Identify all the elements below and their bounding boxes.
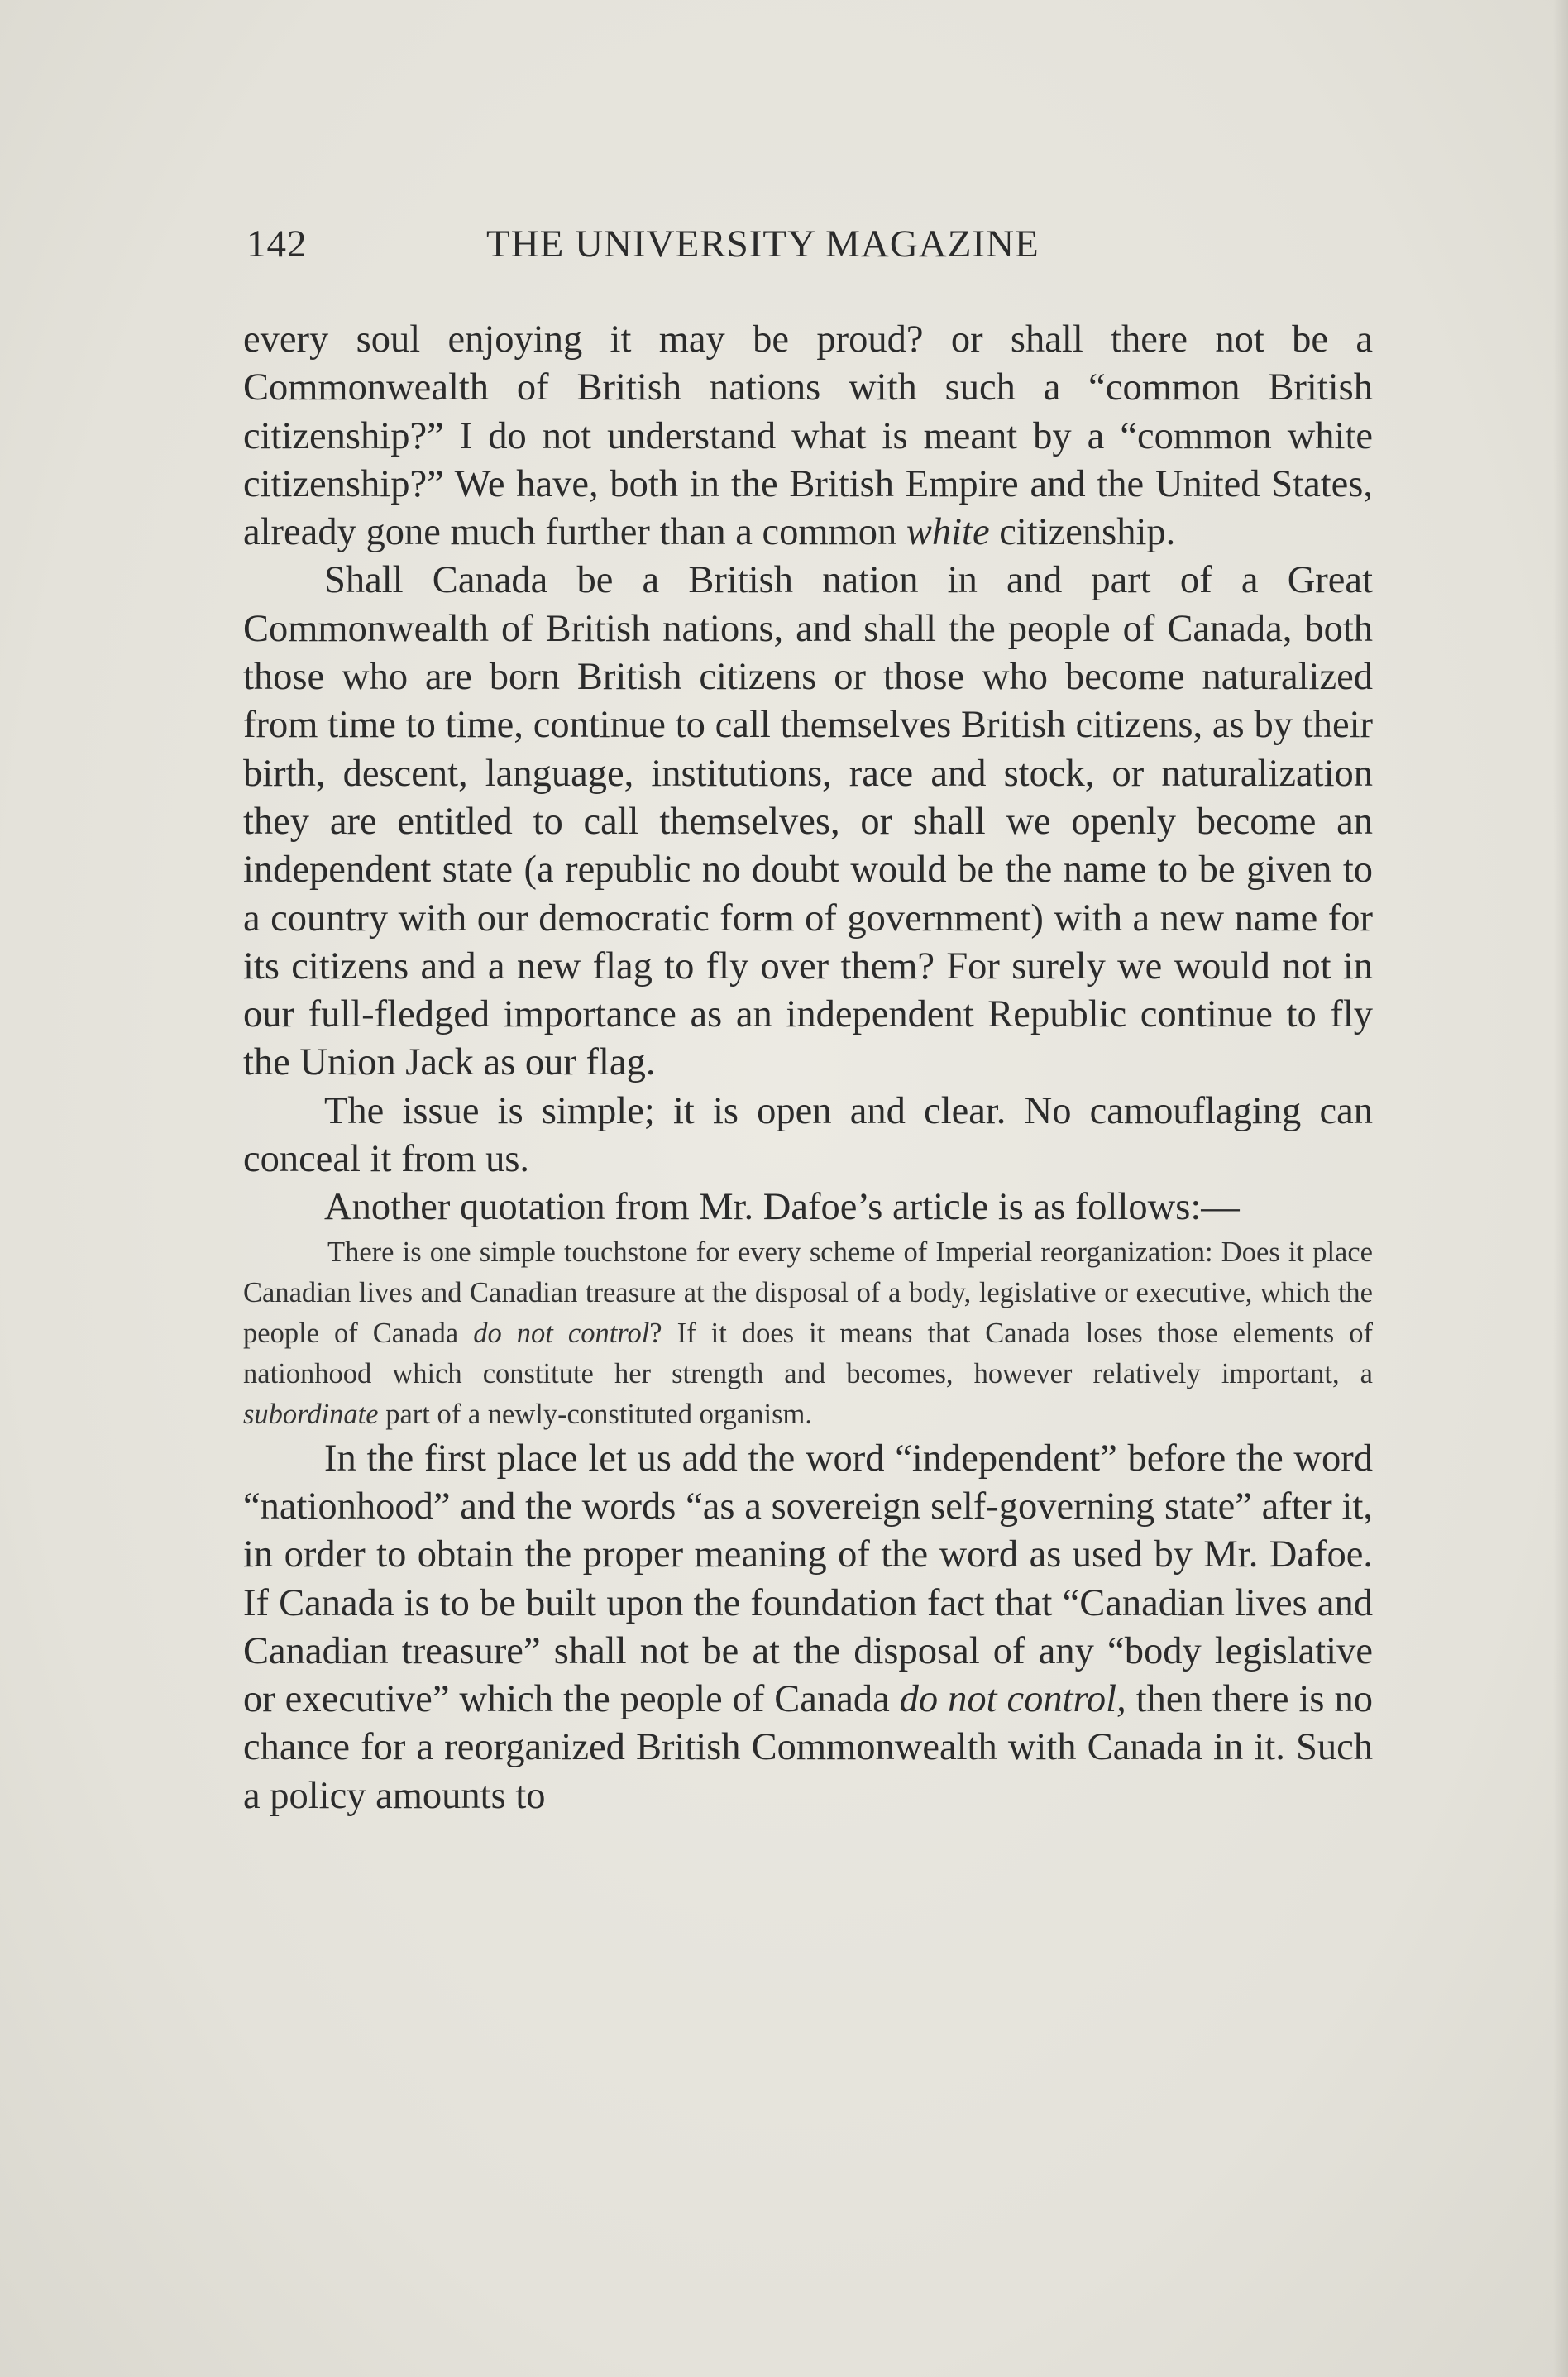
italic-subordinate: subordinate [243,1398,379,1430]
page-number: 142 [246,222,308,265]
paragraph-5: In the first place let us add the word “independent” before the word “nationhood” and the words “as a sovereign self-governing state” after it, in order to obtain the proper meaning of the word as used by Mr. Dafoe. If Canada is to be built upon the foundation fact that “Canadian lives and Canadian treasure” shall not be at the disposal of any “body legislative or executive” which the people of Canada do not control, then there is no chance for a reorganized British Commonwealth with Canada in it. Such a policy amounts to [243,1437,1373,1817]
paragraph-2: Shall Canada be a British nation in and part of a Great Commonwealth of British nations, and shall the people of Canada, both those who are born British citizens or those who become naturalized from time to time, continue to call themselves British citizens, as by their birth, descent, language, institutions, race and stock, or naturalization they are entitled to call themselves, or shall we openly become an independent state (a republic no doubt would be the name to be given to a country with our democratic form of government) with a new name for its citizens and a new flag to fly over them? For surely we would not in our full-fledged importance as an independent Republic continue to fly the Union Jack as our flag. [243,559,1373,1084]
body-text [243,316,1373,1820]
italic-do-not-control-2: do not control, [899,1678,1126,1721]
paragraph-3: The issue is simple; it is open and clear. No camouflaging can conceal it from us. [243,1089,1373,1181]
running-head: THE UNIVERSITY MAGAZINE [486,222,1040,265]
paragraph-4: Another quotation from Mr. Dafoe’s article is as follows:— [324,1186,1240,1229]
paragraph-1: every soul enjoying it may be proud? or shall there not be a Commonwealth of British nations with such a “common British citizenship?” I do not understand what is meant by a “common white citizenship?” We have, both in the British Empire and the United States, already gone much further than a common white citizenship. [243,318,1373,554]
page-header [246,222,1131,280]
italic-do-not-control: do not control [473,1317,650,1349]
page-edge-shadow [1553,0,1568,2377]
italic-white: white [906,511,990,554]
block-quote: There is one simple touchstone for every scheme of Imperial reorganization: Does it place Canadian lives and Canadian treasure at the disposal of a body, legislative or executive, which the people of Canada do not control? If it does it means that Canada loses those elements of nationhood which constitute her strength and becomes, however relatively important, a subordinate part of a newly-constituted organism. [243,1236,1373,1430]
